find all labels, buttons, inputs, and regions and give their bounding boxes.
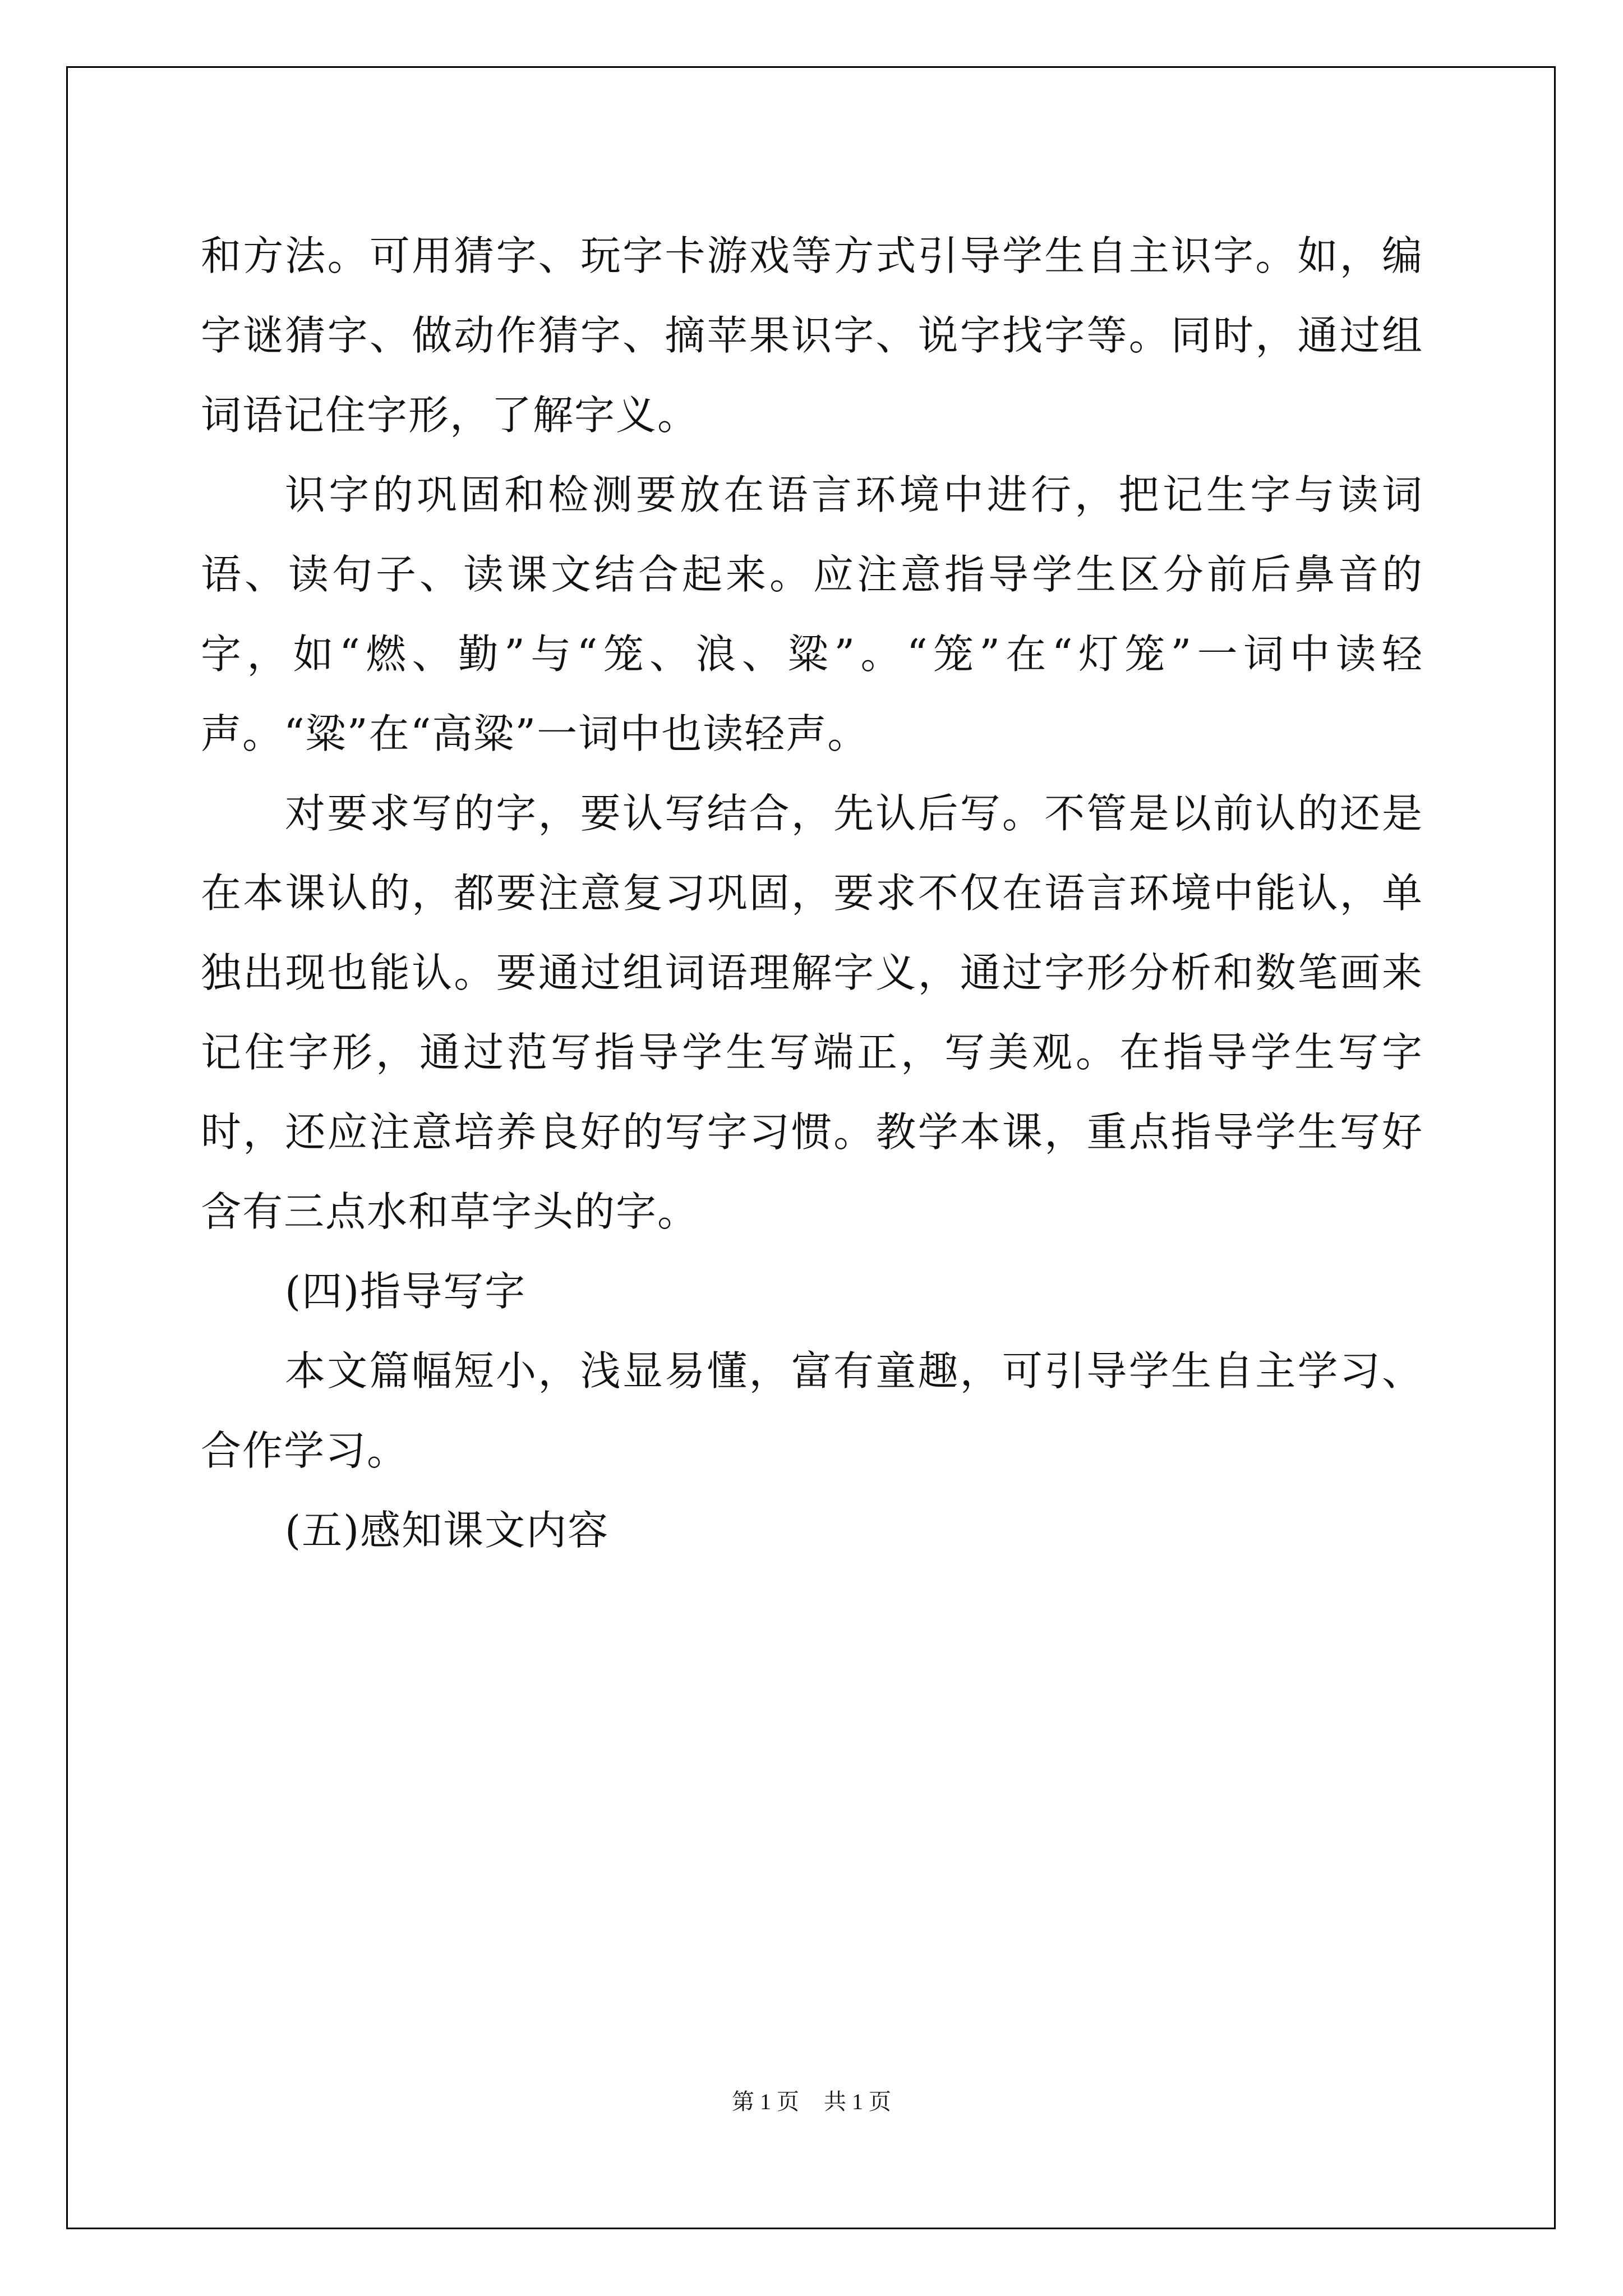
page-total: 共 1 页 [824,2089,891,2114]
paragraph-writing-requirements: 对要求写的字，要认写结合，先认后写。不管是以前认的还是在本课认的，都要注意复习巩固，要求不仅在语言环境中能认，单独出现也能认。要通过组词语理解字义，通过字形分析和数笔画来记住字形，通过范写指导学生写端正，写美观。在指导学生写字时，还应注意培养良好的写字习惯。教学本课，重点指导学生写好含有三点水和草字头的字。 [201,790,1423,1235]
paragraph-self-study: 本文篇幅短小，浅显易懂，富有童趣，可引导学生自主学习、合作学习。 [201,1347,1423,1474]
section-heading-perceive-text: (五)感知课文内容 [285,1507,610,1554]
paragraph-continuation: 和方法。可用猜字、玩字卡游戏等方式引导学生自主识字。如，编字谜猜字、做动作猜字、摘苹果识字、说字找字等。同时，通过组词语记住字形，了解字义。 [201,232,1423,439]
document-body [201,216,1423,1570]
paragraph-literacy-consolidation: 识字的巩固和检测要放在语言环境中进行，把记生字与读词语、读句子、读课文结合起来。应注意指导学生区分前后鼻音的字，如“燃、勤”与“笼、浪、粱”。“笼”在“灯笼”一词中读轻声。“粱”在“高粱”一词中也读轻声。 [201,471,1423,757]
section-heading-guide-writing: (四)指导写字 [285,1268,527,1315]
page-number: 第 1 页 [732,2089,799,2114]
page-footer [0,2088,1623,2116]
